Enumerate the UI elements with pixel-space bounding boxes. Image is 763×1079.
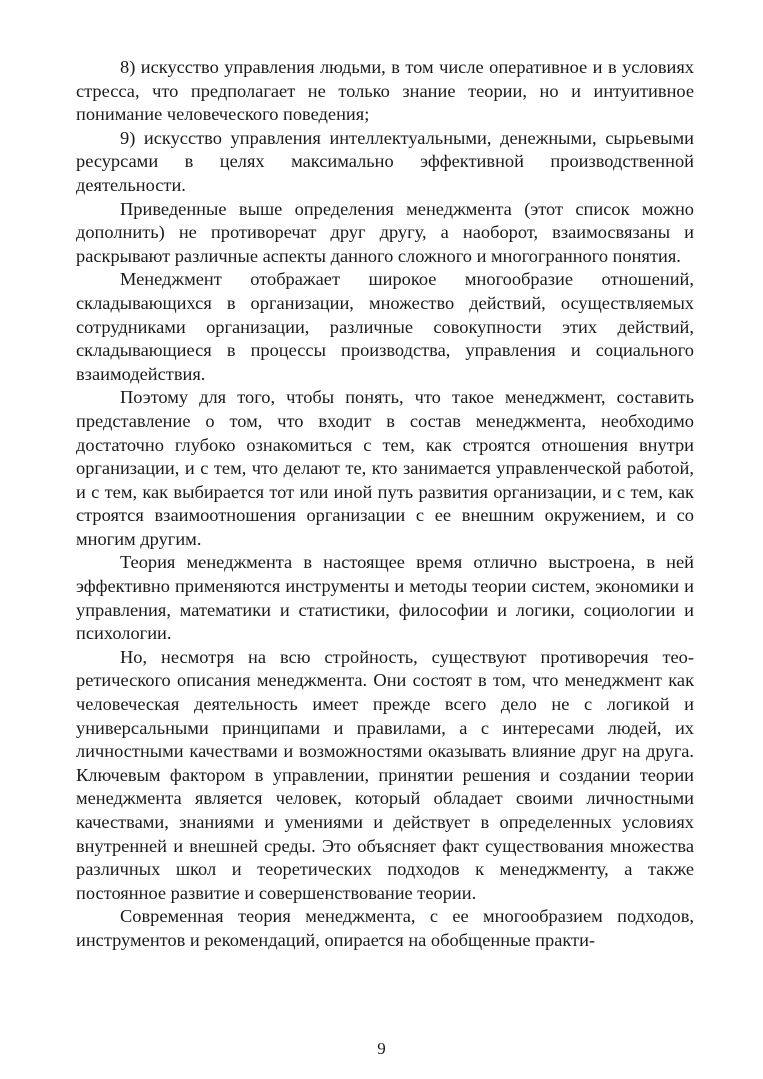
paragraph-item-8: 8) искусство управления людьми, в том числе оперативное и в условиях стресса, что предполагает не только знание теории, но и интуитивное понимание человеческого поведения; [76, 57, 694, 125]
paragraph-contradictions: Но, несмотря на всю стройность, существуют противоречия теоретического описания менеджмента. Они состоят в том, что менеджмент как человеческая деятельность имеет прежде всего дело не с логикой и универсальными принципами и правилами, а с интересами людей, их личностными качествами и возможностями оказывать влияние друг на друга. Ключевым фактором в управлении, принятии решения и создании теории менеджмента является человек, который обладает своими личностными качествами, знаниями и умениями и действует в определенных условиях внутренней и внешней среды. Это объясняет факт существования множества различных школ и теоретических подходов к менеджменту, а также постоянное развитие и совершенствование теории. [76, 646, 694, 903]
body-text [76, 56, 694, 953]
paragraph-theory: Теория менеджмента в настоящее время отлично выстроена, в ней эффективно применяются инструменты и методы теории систем, экономики и управления, математики и статистики, философии и логики, социологии и психологии. [76, 552, 694, 644]
paragraph-item-9: 9) искусство управления интеллектуальными, денежными, сырьевыми ресурсами в целях максимально эффективной производственной деятельности. [76, 127, 694, 195]
page-number: 9 [377, 1039, 386, 1058]
paragraph-modern-theory: Современная теория менеджмента, с ее многообразием подходов, инструментов и рекомендаций, опирается на обобщенные практи- [76, 906, 694, 950]
paragraph-relations: Менеджмент отображает широкое многообразие отношений, складывающихся в организации, множество действий, осуществляемых сотрудниками организации, различные совокупности этих действий, складывающиеся в процессы производства, управления и социального взаимодействия. [76, 269, 694, 384]
paragraph-understanding: Поэтому для того, чтобы понять, что такое менеджмент, составить представление о том, что входит в состав менеджмента, необходимо достаточно глубоко ознакомиться с тем, как строятся отношения внутри организации, и с тем, что делают те, кто занимается управленческой работой, и с тем, как выбирается тот или иной путь развития организации, и с тем, как строятся взаимоотношения организации с ее внешним окружением, и со многим другим. [76, 387, 694, 549]
paragraph-definitions: Приведенные выше определения менеджмента (этот список можно дополнить) не противоречат друг другу, а наоборот, взаимосвязаны и раскрывают различные аспекты данного сложного и многогранного понятия. [76, 198, 694, 266]
